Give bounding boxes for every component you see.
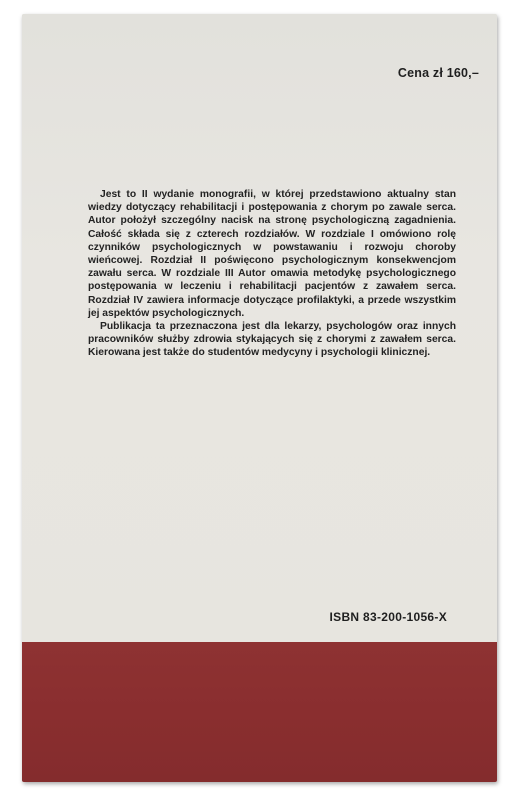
red-bottom-band bbox=[22, 642, 497, 782]
book-back-cover bbox=[22, 14, 497, 782]
description-text bbox=[88, 188, 456, 360]
isbn-label: ISBN 83-200-1056-X bbox=[329, 610, 447, 624]
cover-paper-area bbox=[22, 14, 497, 642]
price-label: Cena zł 160,– bbox=[397, 66, 479, 80]
description-paragraph-2: Publikacja ta przeznaczona jest dla lekarzy, psychologów oraz innych pracowników służby zdrowia stykających się z chorymi z zawałem serca. Kierowana jest także do studentów medycyny i psychologii klinicznej. bbox=[88, 321, 456, 359]
description-paragraph-1: Jest to II wydanie monografii, w której przedstawiono aktualny stan wiedzy dotyczący rehabilitacji i postępowania z chorym po zawale serca. Autor położył szczególny nacisk na stronę psychologiczną zagadnienia. Całość składa się z czterech rozdziałów. W rozdziale I omówiono rolę czynników psychologicznych w powstawaniu i rozwoju choroby wieńcowej. Rozdział II poświęcono psychologicznym konsekwencjom zawału serca. W rozdziale III Autor omawia metodykę psychologicznego postępowania w leczeniu i rehabilitacji pacjentów z zawałem serca. Rozdział IV zawiera informacje dotyczące profilaktyki, a przede wszystkim jej aspektów psychologicznych. bbox=[88, 189, 456, 319]
